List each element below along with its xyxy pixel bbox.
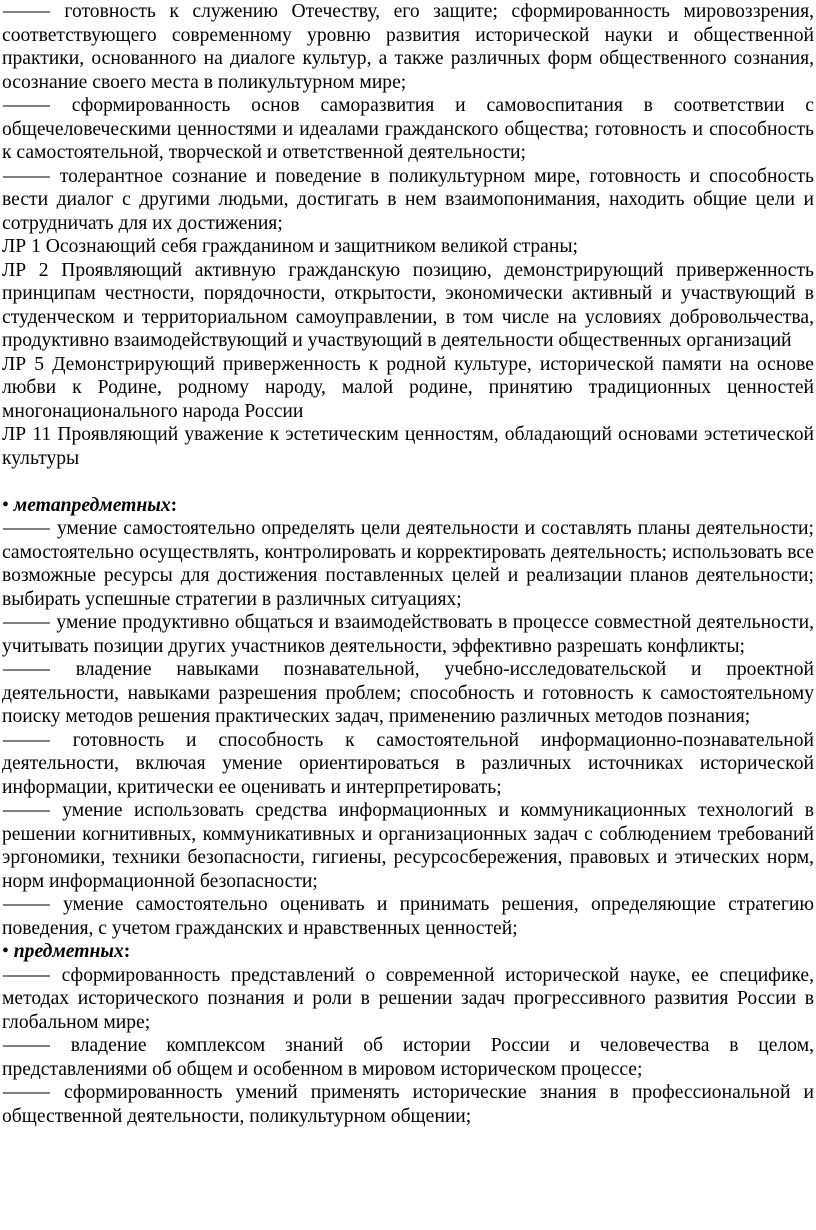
meta-item-1: ⸻ умение самостоятельно определять цели деятельности и составлять планы деятельности; самостоятельно осуществлять, контролировать и корректировать деятельность; использовать все возможные ресурсы для достижения поставленных целей и реализации планов деятельности; выбирать успешные стратегии в различных ситуациях; [2,518,814,610]
subject-colon: : [123,941,131,962]
document-page [2,0,814,1128]
meta-item-6: ⸻ умение самостоятельно оценивать и принимать решения, определяющие стратегию поведения, с учетом гражданских и нравственных ценностей; [2,894,814,939]
meta-colon: : [170,494,178,516]
meta-label: метапредметных [13,494,171,516]
subject-item-1: ⸻ сформированность представлений о современной исторической науке, ее специфике, методах исторического познания и роли в решении задач прогрессивного развития России в глобальном мире; [2,964,814,1033]
lr-2: ЛР 2 Проявляющий активную гражданскую позицию, демонстрирующий приверженность принципам честности, порядочности, открытости, экономически активный и участвующий в студенческом и территориальном самоуправлении, в том числе на условиях добровольчества, продуктивно взаимодействующий и участвующий в деятельности общественных организаций [2,259,814,351]
bullet-icon: • [2,494,14,516]
meta-heading [2,494,814,518]
meta-item-5: ⸻ умение использовать средства информационных и коммуникационных технологий в решении когнитивных, коммуникативных и организационных задач с соблюдением требований эргономики, техники безопасности, гигиены, ресурсосбережения, правовых и этических норм, норм информационной безопасности; [2,800,814,892]
personal-item-2: ⸻ сформированность основ саморазвития и самовоспитания в соответствии с общечеловеческими ценностями и идеалами гражданского общества; готовность и способность к самостоятельной, творческой и ответственной деятельности; [2,95,814,163]
subject-item-3: ⸻ сформированность умений применять исторические знания в профессиональной и общественной деятельности, поликультурном общении; [2,1082,814,1127]
personal-item-3: ⸻ толерантное сознание и поведение в поликультурном мире, готовность и способность вести диалог с другими людьми, достигать в нем взаимопонимания, находить общие цели и сотрудничать для их достижения; [2,165,814,234]
subject-heading [2,940,814,964]
subject-label: предметных [13,941,124,962]
bullet-icon: • [2,941,14,962]
meta-item-3: ⸻ владение навыками познавательной, учебно-исследовательской и проектной деятельности, навыками разрешения проблем; способность и готовность к самостоятельному поиску методов решения практических задач, применению различных методов познания; [2,659,814,727]
lr-11: ЛР 11 Проявляющий уважение к эстетическим ценностям, обладающий основами эстетической культуры [2,424,814,469]
meta-item-2: ⸻ умение продуктивно общаться и взаимодействовать в процессе совместной деятельности, учитывать позиции других участников деятельности, эффективно разрешать конфликты; [2,612,814,657]
meta-item-4: ⸻ готовность и способность к самостоятельной информационно-познавательной деятельности, включая умение ориентироваться в различных источниках исторической информации, критически ее оценивать и интерпретировать; [2,729,814,798]
spacer [2,470,814,494]
lr-1: ЛР 1 Осознающий себя гражданином и защитником великой страны; [2,236,578,257]
lr-5: ЛР 5 Демонстрирующий приверженность к родной культуре, исторической памяти на основе любви к Родине, родному народу, малой родине, принятию традиционных ценностей многонационального народа России [2,353,814,422]
subject-item-2: ⸻ владение комплексом знаний об истории России и человечества в целом, представлениями об общем и особенном в мировом историческом процессе; [2,1035,814,1080]
personal-item-1: ⸻ готовность к служению Отечеству, его защите; сформированность мировоззрения, соответствующего современному уровню развития исторической науки и общественной практики, основанного на диалоге культур, а также различных форм общественного сознания, осознание своего места в поликультурном мире; [2,1,814,93]
